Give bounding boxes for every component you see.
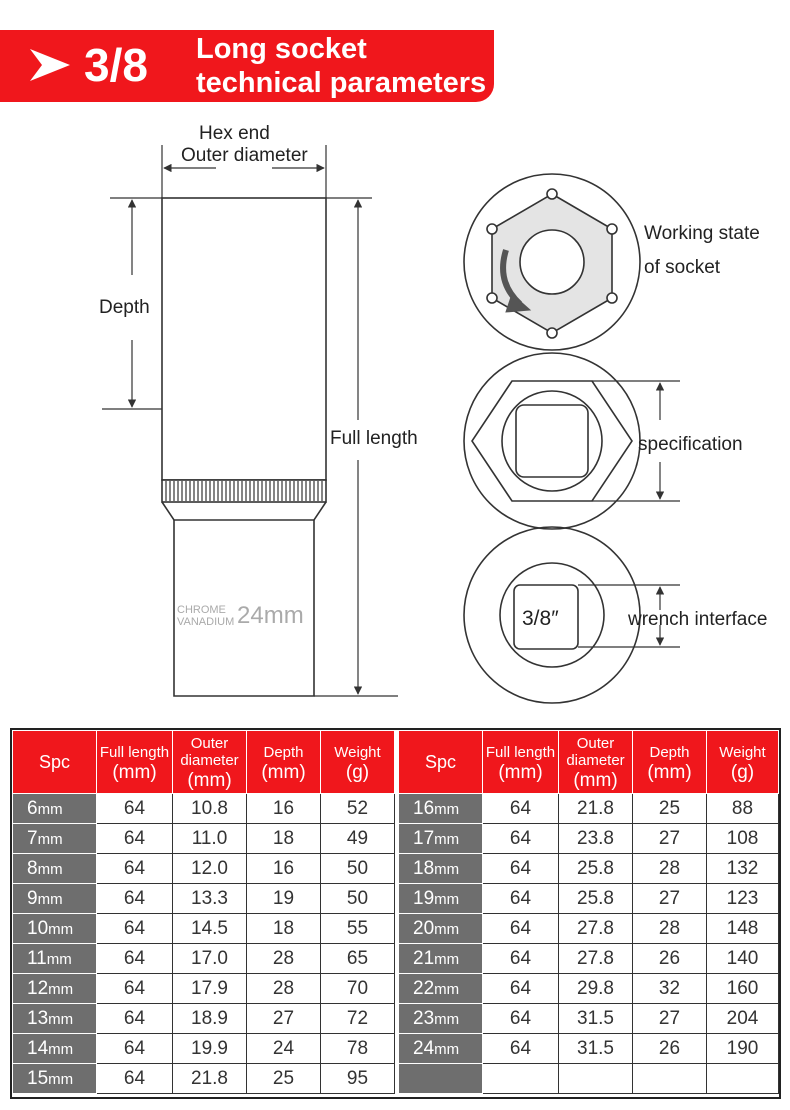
spc-cell: [399, 794, 483, 824]
spc-size: 22: [413, 977, 435, 999]
header-spc: Spc: [13, 731, 97, 794]
spc-cell: [399, 854, 483, 884]
outer-diameter-cell: 13.3: [173, 884, 247, 914]
full-length-cell: 64: [97, 1004, 173, 1034]
spc-cell: [399, 1004, 483, 1034]
spc-cell: [13, 944, 97, 974]
outer-diameter-cell: 27.8: [559, 944, 633, 974]
empty-cell: [559, 1064, 633, 1094]
spc-unit: mm: [48, 1010, 74, 1028]
table-row: [13, 1004, 395, 1034]
table-header-row: [13, 731, 395, 794]
weight-cell: 132: [707, 854, 779, 884]
weight-cell: 55: [321, 914, 395, 944]
header-unit-mm: (mm): [261, 761, 306, 783]
wrench-interface-label: wrench interface: [628, 609, 768, 630]
depth-label: Depth: [99, 297, 150, 318]
weight-cell: 52: [321, 794, 395, 824]
outer-diameter-cell: 31.5: [559, 1034, 633, 1064]
header-full-length: [97, 731, 173, 794]
weight-cell: 49: [321, 824, 395, 854]
spc-unit: mm: [48, 920, 74, 938]
spc-size: 17: [413, 827, 435, 849]
spc-cell: [13, 854, 97, 884]
depth-cell: 32: [633, 974, 707, 1004]
weight-cell: 65: [321, 944, 395, 974]
table-row: [13, 944, 395, 974]
spc-cell: [13, 914, 97, 944]
full-length-cell: 64: [97, 1064, 173, 1094]
table-row: [13, 1064, 395, 1094]
header-depth: [247, 731, 321, 794]
header-weight: [321, 731, 395, 794]
depth-cell: 16: [247, 794, 321, 824]
depth-cell: 28: [633, 914, 707, 944]
outer-diameter-cell: 25.8: [559, 854, 633, 884]
depth-cell: 28: [247, 974, 321, 1004]
outer-diameter-cell: 31.5: [559, 1004, 633, 1034]
spc-unit: mm: [434, 950, 460, 968]
header-full-length-text: Full length: [485, 743, 556, 761]
spc-cell: [13, 794, 97, 824]
spc-unit: mm: [434, 800, 460, 818]
spc-size: 7: [27, 827, 38, 849]
spc-size: 13: [27, 1007, 49, 1029]
table-body-right: [399, 794, 779, 1094]
outer-diameter-cell: 23.8: [559, 824, 633, 854]
outer-diameter-cell: 11.0: [173, 824, 247, 854]
spc-unit: mm: [434, 890, 460, 908]
table-row: [13, 974, 395, 1004]
spc-cell: [399, 884, 483, 914]
weight-cell: 148: [707, 914, 779, 944]
table-row: [13, 1034, 395, 1064]
header-weight: [707, 731, 779, 794]
socket-head-body: [162, 198, 326, 480]
header-depth-text: Depth: [649, 743, 690, 761]
depth-cell: 26: [633, 944, 707, 974]
depth-cell: 27: [633, 824, 707, 854]
full-length-cell: 64: [483, 884, 559, 914]
full-length-cell: 64: [97, 824, 173, 854]
spc-unit: mm: [46, 950, 72, 968]
weight-cell: 204: [707, 1004, 779, 1034]
header-unit-mm: (mm): [647, 761, 692, 783]
empty-spc-cell: [399, 1064, 483, 1094]
hex-end-label: Hex end: [199, 123, 270, 144]
table-row: [399, 944, 779, 974]
header-weight-text: Weight: [334, 743, 381, 761]
spc-unit: mm: [434, 830, 460, 848]
spc-unit: mm: [48, 1070, 74, 1088]
header-unit-mm: (mm): [573, 770, 618, 791]
weight-cell: 70: [321, 974, 395, 1004]
full-length-cell: 64: [483, 1034, 559, 1064]
weight-cell: 95: [321, 1064, 395, 1094]
weight-cell: 123: [707, 884, 779, 914]
weight-cell: 160: [707, 974, 779, 1004]
table-row: [399, 824, 779, 854]
full-length-cell: 64: [483, 914, 559, 944]
outer-diameter-cell: 21.8: [173, 1064, 247, 1094]
spc-cell: [399, 974, 483, 1004]
spec-table-left: [12, 730, 395, 1094]
spc-cell: [13, 1064, 97, 1094]
header-unit-mm: (mm): [498, 761, 543, 783]
spc-unit: mm: [434, 980, 460, 998]
spc-size: 9: [27, 887, 38, 909]
depth-cell: 25: [633, 794, 707, 824]
header-unit-g: (g): [345, 761, 370, 783]
outer-diameter-cell: 17.0: [173, 944, 247, 974]
spc-size: 12: [27, 977, 49, 999]
header-outer-diameter-text: Outer diameter: [566, 735, 625, 769]
header-outer-diameter-text: Outer diameter: [180, 735, 239, 769]
outer-diameter-cell: 18.9: [173, 1004, 247, 1034]
table-row: [13, 854, 395, 884]
empty-cell: [707, 1064, 779, 1094]
depth-cell: 18: [247, 914, 321, 944]
spc-unit: mm: [37, 800, 63, 818]
spc-unit: mm: [434, 1040, 460, 1058]
spc-cell: [399, 944, 483, 974]
empty-row: [399, 1064, 779, 1094]
outer-diameter-cell: 27.8: [559, 914, 633, 944]
spc-cell: [399, 1034, 483, 1064]
spc-unit: mm: [434, 920, 460, 938]
spc-cell: [13, 824, 97, 854]
full-length-cell: 64: [97, 794, 173, 824]
empty-cell: [483, 1064, 559, 1094]
table-header-row: [399, 731, 779, 794]
spc-unit: mm: [434, 1010, 460, 1028]
spc-size: 6: [27, 797, 38, 819]
spc-size: 19: [413, 887, 435, 909]
spc-unit: mm: [37, 860, 63, 878]
weight-cell: 50: [321, 884, 395, 914]
spc-size: 14: [27, 1037, 49, 1059]
header-depth: [633, 731, 707, 794]
working-state-view: [464, 174, 640, 350]
working-state-label-line1: Working state: [644, 223, 760, 244]
spc-unit: mm: [48, 1040, 74, 1058]
spc-unit: mm: [48, 980, 74, 998]
depth-cell: 27: [633, 1004, 707, 1034]
weight-cell: 140: [707, 944, 779, 974]
full-length-cell: 64: [483, 944, 559, 974]
full-length-cell: 64: [483, 794, 559, 824]
spc-unit: mm: [37, 830, 63, 848]
weight-cell: 78: [321, 1034, 395, 1064]
table-body-left: [13, 794, 395, 1094]
weight-cell: 50: [321, 854, 395, 884]
spc-size: 8: [27, 857, 38, 879]
outer-diameter-cell: 14.5: [173, 914, 247, 944]
full-length-cell: 64: [483, 1004, 559, 1034]
table-row: [399, 884, 779, 914]
spc-cell: [13, 1034, 97, 1064]
table-row: [13, 794, 395, 824]
spec-table-right: [398, 730, 779, 1094]
header-full-length-text: Full length: [99, 743, 170, 761]
watermark-line1: CHROME: [177, 604, 226, 616]
header-weight-text: Weight: [719, 743, 766, 761]
outer-diameter-label: Outer diameter: [181, 145, 308, 166]
header-spc: Spc: [399, 731, 483, 794]
banner-title-line2: technical parameters: [196, 67, 487, 99]
depth-cell: 27: [633, 884, 707, 914]
full-length-cell: 64: [97, 914, 173, 944]
depth-cell: 25: [247, 1064, 321, 1094]
full-length-label: Full length: [330, 428, 418, 449]
spc-size: 20: [413, 917, 435, 939]
empty-cell: [633, 1064, 707, 1094]
hex-opening-view: [464, 353, 640, 529]
outer-diameter-cell: 25.8: [559, 884, 633, 914]
table-row: [399, 1034, 779, 1064]
depth-cell: 18: [247, 824, 321, 854]
table-row: [13, 914, 395, 944]
depth-cell: 27: [247, 1004, 321, 1034]
spc-size: 18: [413, 857, 435, 879]
spc-size: 24: [413, 1037, 435, 1059]
depth-cell: 24: [247, 1034, 321, 1064]
spc-unit: mm: [37, 890, 63, 908]
weight-cell: 88: [707, 794, 779, 824]
full-length-cell: 64: [483, 854, 559, 884]
working-state-label-line2: of socket: [644, 257, 721, 278]
depth-cell: 28: [633, 854, 707, 884]
spc-size: 10: [27, 917, 49, 939]
watermark-line2: VANADIUM: [177, 616, 235, 628]
outer-diameter-cell: 12.0: [173, 854, 247, 884]
outer-diameter-cell: 19.9: [173, 1034, 247, 1064]
specification-label: specification: [638, 434, 743, 455]
full-length-cell: 64: [97, 884, 173, 914]
outer-diameter-cell: 17.9: [173, 974, 247, 1004]
spc-size: 15: [27, 1067, 49, 1089]
watermark-size: 24mm: [237, 602, 304, 629]
full-length-cell: 64: [97, 854, 173, 884]
socket-shoulder: [162, 502, 326, 520]
depth-cell: 16: [247, 854, 321, 884]
header-unit-mm: (mm): [112, 761, 157, 783]
spc-size: 23: [413, 1007, 435, 1029]
table-row: [399, 794, 779, 824]
full-length-cell: 64: [97, 974, 173, 1004]
header-outer-diameter: [559, 731, 633, 794]
depth-cell: 26: [633, 1034, 707, 1064]
table-row: [399, 974, 779, 1004]
weight-cell: 72: [321, 1004, 395, 1034]
table-row: [399, 854, 779, 884]
header-unit-g: (g): [730, 761, 755, 783]
spc-size: 11: [27, 947, 47, 969]
spc-cell: [13, 974, 97, 1004]
table-row: [399, 914, 779, 944]
depth-cell: 19: [247, 884, 321, 914]
banner-title-line1: Long socket: [196, 33, 367, 65]
full-length-cell: 64: [97, 1034, 173, 1064]
spc-cell: [399, 824, 483, 854]
header-unit-mm: (mm): [187, 770, 232, 791]
spc-size: 16: [413, 797, 435, 819]
drive-size-label: 3/8″: [522, 607, 559, 630]
banner-drive-size: 3/8: [84, 39, 148, 91]
header-full-length: [483, 731, 559, 794]
full-length-cell: 64: [483, 974, 559, 1004]
full-length-cell: 64: [483, 824, 559, 854]
watermark-material: [177, 604, 234, 628]
depth-cell: 28: [247, 944, 321, 974]
weight-cell: 190: [707, 1034, 779, 1064]
spc-cell: [13, 884, 97, 914]
table-row: [13, 884, 395, 914]
spc-unit: mm: [434, 860, 460, 878]
table-row: [399, 1004, 779, 1034]
spc-cell: [399, 914, 483, 944]
full-length-cell: 64: [97, 944, 173, 974]
spc-size: 21: [413, 947, 435, 969]
spc-cell: [13, 1004, 97, 1034]
weight-cell: 108: [707, 824, 779, 854]
outer-diameter-cell: 21.8: [559, 794, 633, 824]
header-outer-diameter: [173, 731, 247, 794]
table-row: [13, 824, 395, 854]
header-depth-text: Depth: [263, 743, 304, 761]
outer-diameter-cell: 29.8: [559, 974, 633, 1004]
outer-diameter-cell: 10.8: [173, 794, 247, 824]
